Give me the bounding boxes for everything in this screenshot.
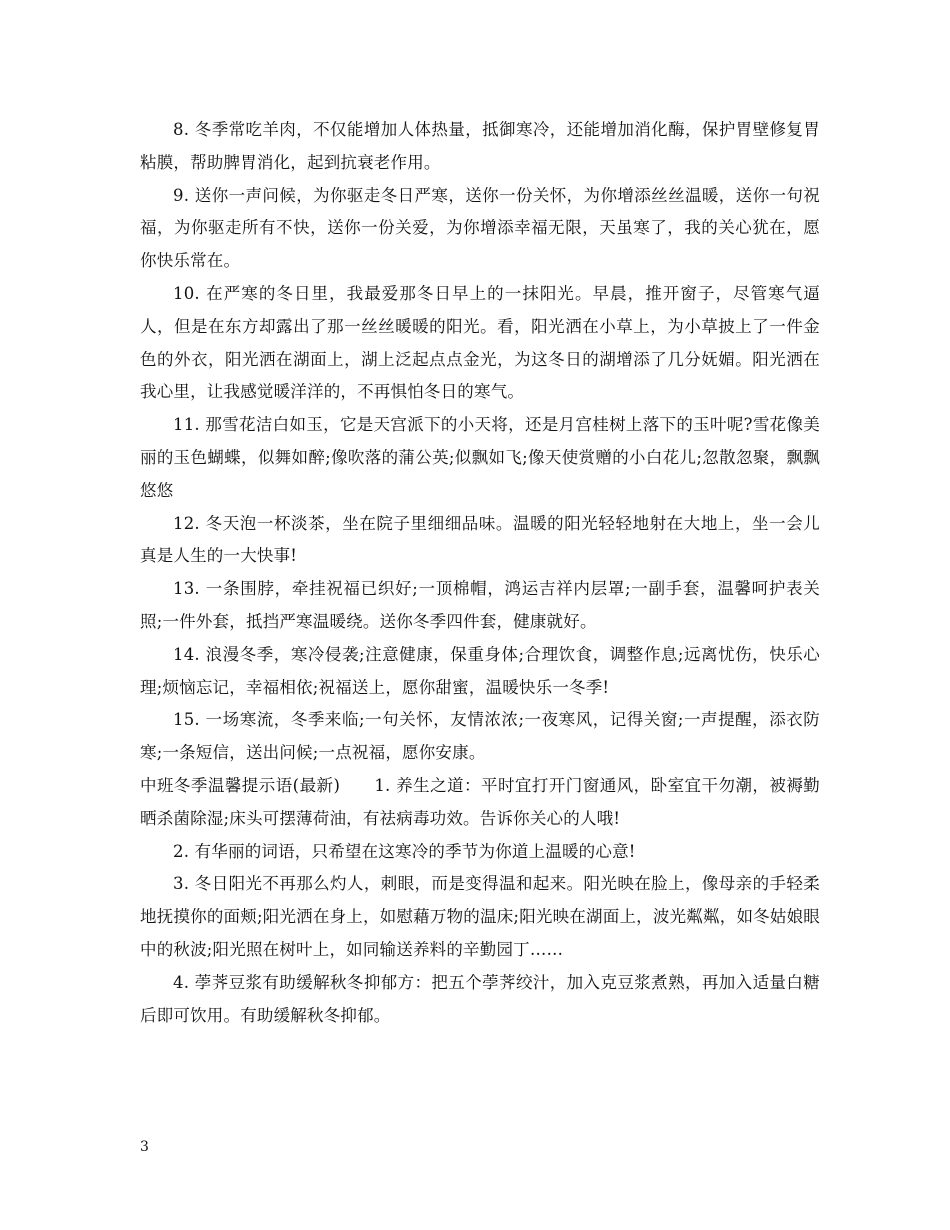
paragraph-item-13: 13. 一条围脖，牵挂祝福已织好;一顶棉帽，鸿运吉祥内层罩;一副手套，温馨呵护表关照;一件外套，抵挡严寒温暖绕。送你冬季四件套，健康就好。 xyxy=(140,579,820,631)
paragraph-item-2: 2. 有华丽的词语，只希望在这寒冷的季节为你道上温暖的心意! xyxy=(173,841,636,861)
paragraph-item-12: 12. 冬天泡一杯淡茶，坐在院子里细细品味。温暖的阳光轻轻地射在大地上，坐一会儿真是人生的一大快事! xyxy=(140,513,820,566)
paragraph-item-3: 3. 冬日阳光不再那么灼人，刺眼，而是变得温和起来。阳光映在脸上，像母亲的手轻柔地抚摸你的面颊;阳光洒在身上，如慰藉万物的温床;阳光映在湖面上，波光粼粼，如冬姑娘眼中的秋波;阳光照在树叶上，如同输送养料的辛勤园丁…… xyxy=(140,874,820,959)
paragraph-item-4: 4. 荸荠豆浆有助缓解秋冬抑郁方：把五个荸荠绞汁，加入克豆浆煮熟，再加入适量白糖后即可饮用。有助缓解秋冬抑郁。 xyxy=(140,972,820,1025)
paragraph-item-15: 15. 一场寒流，冬季来临;一句关怀，友情浓浓;一夜寒风，记得关窗;一声提醒，添衣防寒;一条短信，送出问候;一点祝福，愿你安康。 xyxy=(140,710,820,763)
section-heading-paragraph: 中班冬季温馨提示语(最新) 1. 养生之道：平时宜打开门窗通风，卧室宜干勿潮，被褥勤晒杀菌除湿;床头可摆薄荷油，有祛病毒功效。告诉你关心的人哦! xyxy=(140,775,820,828)
page-body xyxy=(140,114,820,1032)
page-number: 3 xyxy=(140,1139,149,1155)
paragraph-item-14: 14. 浪漫冬季，寒冷侵袭;注意健康，保重身体;合理饮食，调整作息;远离忧伤，快乐心理;烦恼忘记，幸福相依;祝福送上，愿你甜蜜，温暖快乐一冬季! xyxy=(140,644,820,697)
paragraph-item-10: 10. 在严寒的冬日里，我最爱那冬日早上的一抹阳光。早晨，推开窗子，尽管寒气逼人，但是在东方却露出了那一丝丝暖暖的阳光。看，阳光洒在小草上，为小草披上了一件金色的外衣，阳光洒在湖面上，湖上泛起点点金光，为这冬日的湖增添了几分妩媚。阳光洒在我心里，让我感觉暖洋洋的，不再惧怕冬日的寒气。 xyxy=(140,283,820,402)
paragraph-item-11: 11. 那雪花洁白如玉，它是天宫派下的小天将，还是月宫桂树上落下的玉叶呢?雪花像美丽的玉色蝴蝶，似舞如醉;像吹落的蒲公英;似飘如飞;像天使赏赠的小白花儿;忽散忽聚，飘飘悠悠 xyxy=(140,415,820,500)
paragraph-item-8: 8. 冬季常吃羊肉，不仅能增加人体热量，抵御寒冷，还能增加消化酶，保护胃壁修复胃粘膜，帮助脾胃消化，起到抗衰老作用。 xyxy=(140,120,820,172)
paragraph-item-9: 9. 送你一声问候，为你驱走冬日严寒，送你一份关怀，为你增添丝丝温暖，送你一句祝福，为你驱走所有不快，送你一份关爱，为你增添幸福无限，天虽寒了，我的关心犹在，愿你快乐常在。 xyxy=(140,185,820,271)
